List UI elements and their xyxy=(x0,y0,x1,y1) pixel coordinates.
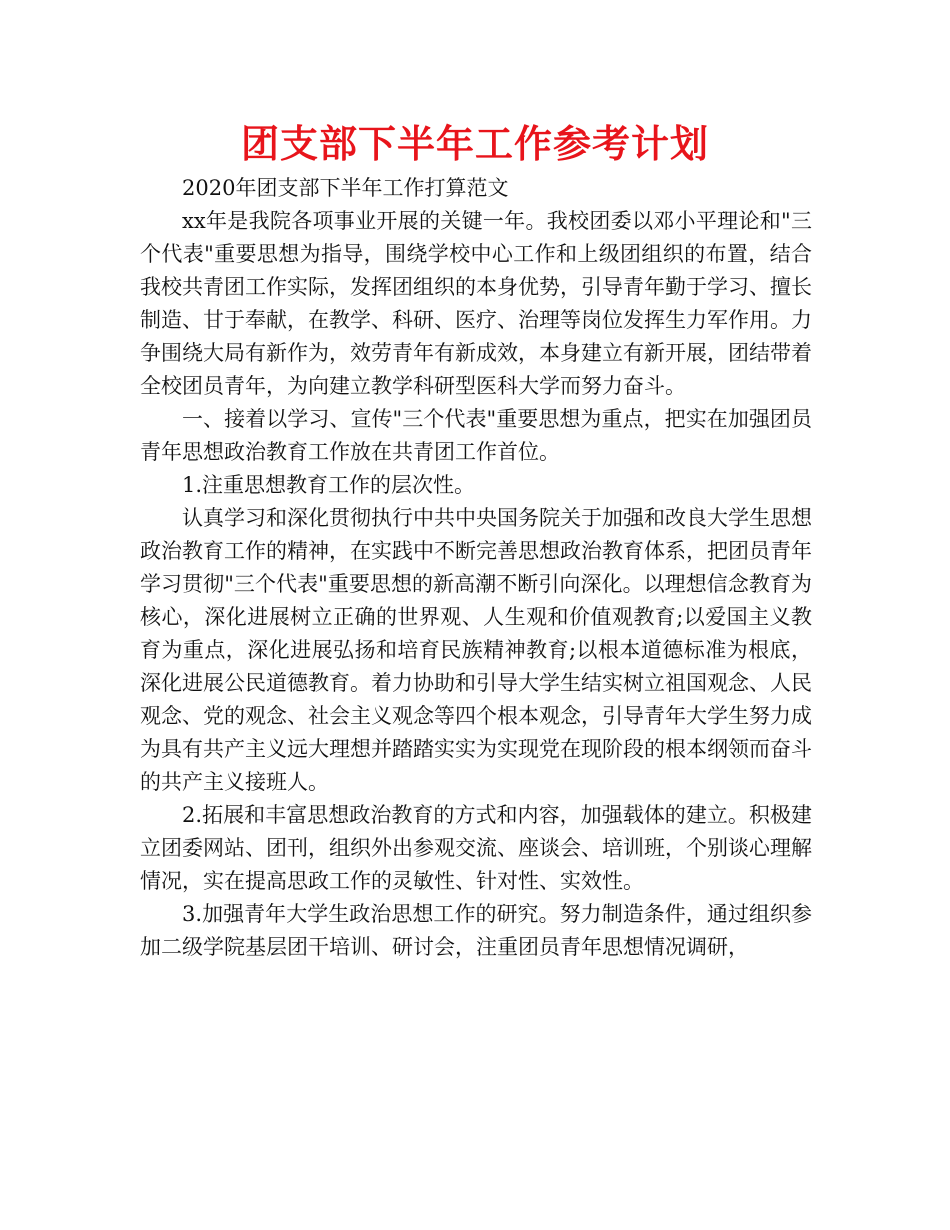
subtitle-paragraph: 2020年团支部下半年工作打算范文 xyxy=(182,176,509,200)
item-2-paragraph: 2.拓展和丰富思想政治教育的方式和内容，加强载体的建立。积极建立团委网站、团刊，组织外出参观交流、座谈会、培训班，个别谈心理解情况，实在提高思政工作的灵敏性、针对性、实效性。 xyxy=(140,803,812,893)
section-heading-paragraph: 一、接着以学习、宣传"三个代表"重要思想为重点，把实在加强团员青年思想政治教育工作放在共青团工作首位。 xyxy=(140,407,812,464)
document-title: 团支部下半年工作参考计划 xyxy=(240,122,709,166)
item-3-paragraph: 3.加强青年大学生政治思想工作的研究。努力制造条件，通过组织参加二级学院基层团干培训、研讨会，注重团员青年思想情况调研， xyxy=(140,902,812,959)
intro-paragraph: xx年是我院各项事业开展的关键一年。我校团委以邓小平理论和"三个代表"重要思想为指导，围绕学校中心工作和上级团组织的布置，结合我校共青团工作实际，发挥团组织的本身优势，引导青年勤于学习、擅长制造、甘于奉献，在教学、科研、医疗、治理等岗位发挥生力军作用。力争围绕大局有新作为，效劳青年有新成效，本身建立有新开展，团结带着全校团员青年，为向建立教学科研型医科大学而努力奋斗。 xyxy=(140,209,812,398)
document-body xyxy=(140,172,812,964)
item-1-paragraph: 1.注重思想教育工作的层次性。 xyxy=(182,473,476,497)
item-1-body-paragraph: 认真学习和深化贯彻执行中共中央国务院关于加强和改良大学生思想政治教育工作的精神，在实践中不断完善思想政治教育体系，把团员青年学习贯彻"三个代表"重要思想的新高潮不断引向深化。以理想信念教育为核心，深化进展树立正确的世界观、人生观和价值观教育;以爱国主义教育为重点，深化进展弘扬和培育民族精神教育;以根本道德标准为根底，深化进展公民道德教育。着力协助和引导大学生结实树立祖国观念、人民观念、党的观念、社会主义观念等四个根本观念，引导青年大学生努力成为具有共产主义远大理想并踏踏实实为实现党在现阶段的根本纲领而奋斗的共产主义接班人。 xyxy=(140,506,812,794)
